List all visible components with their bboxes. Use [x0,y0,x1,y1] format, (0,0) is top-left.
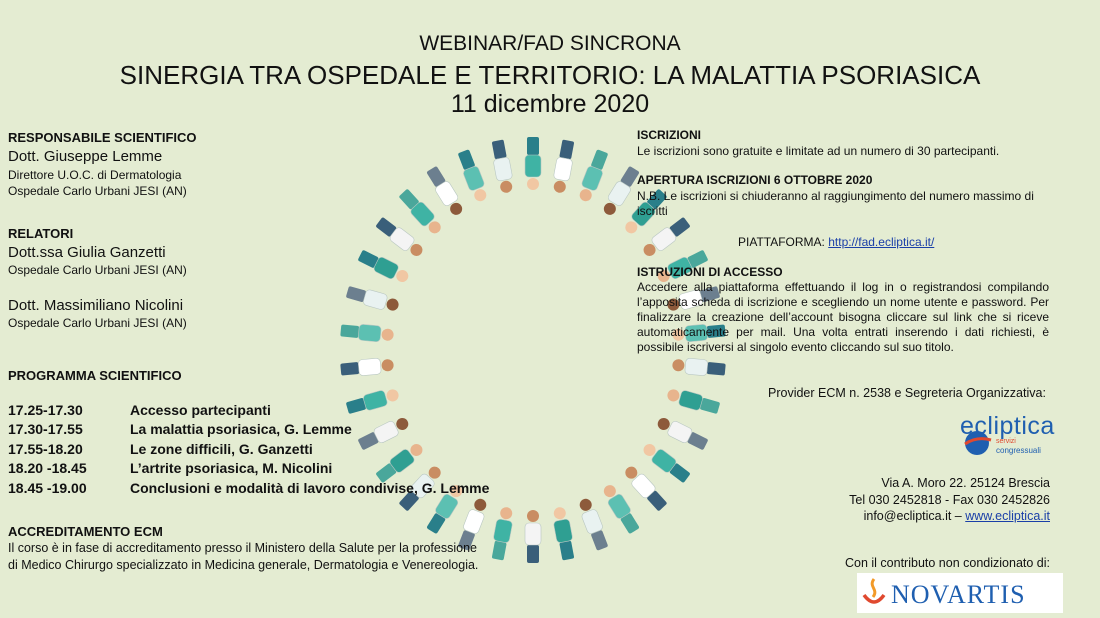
programma-label: PROGRAMMA SCIENTIFICO [8,368,182,383]
program-title: Conclusioni e modalità di lavoro condivise, G. Lemme [130,480,490,496]
page-title: SINERGIA TRA OSPEDALE E TERRITORIO: LA MALATTIA PSORIASICA [119,60,981,90]
medical-figure [357,414,412,452]
sponsor-text: Con il contributo non condizionato di: [845,556,1050,570]
apertura-text: N.B. Le iscrizioni si chiuderanno al raggiungimento del numero massimo di iscritti [637,189,1034,218]
accreditamento-text-line2: di Medico Chirurgo specializzato in Medicina generale, Dermatologia e Venereologia. [8,558,479,572]
medical-figure [551,506,576,561]
event-type: WEBINAR/FAD SINCRONA [419,32,681,55]
contact-address: Via A. Moro 22. 25124 Brescia [881,476,1050,490]
medical-figure [551,139,576,194]
novartis-logo [857,573,1063,613]
istruzioni-label: ISTRUZIONI DI ACCESSO [637,265,783,279]
program-title: Le zone difficili, G. Ganzetti [130,441,313,457]
relatore-name: Dott.ssa Giulia Ganzetti [8,244,166,261]
medical-figure [397,187,445,237]
ecliptica-logo-sub1: servizi [996,438,1016,445]
piattaforma-link[interactable]: http://fad.ecliptica.it/ [828,235,935,249]
medical-figure [621,463,669,513]
ecliptica-logo [958,410,1068,462]
piattaforma [738,235,934,250]
medical-figure [345,284,400,314]
medical-figure [672,357,726,378]
iscrizioni-text: Le iscrizioni sono gratuite e limitate ad un numero di 30 partecipanti. [637,144,1000,158]
medical-figure [340,322,394,343]
medical-figure [640,440,692,485]
accreditamento-label: ACCREDITAMENTO ECM [8,524,163,539]
medical-figure [576,496,610,551]
medical-figure [345,386,400,416]
iscrizioni-label: ISCRIZIONI [637,128,702,142]
program-row [8,480,489,496]
responsabile-name: Dott. Giuseppe Lemme [8,148,163,165]
medical-figure [374,215,426,260]
program-time: 17.25-17.30 [8,402,83,418]
responsabile-affiliation: Ospedale Carlo Urbani JESI (AN) [8,184,187,198]
contact-website-link[interactable]: www.ecliptica.it [965,509,1050,523]
medical-figure [576,148,610,203]
piattaforma-label: PIATTAFORMA: [738,235,825,249]
medical-figure [665,386,720,416]
novartis-logo-text: NOVARTIS [891,580,1026,609]
medical-figure [655,414,710,452]
medical-figure [600,165,642,218]
medical-figure [374,440,426,485]
relatori-label: RELATORI [8,226,74,241]
relatore-affiliation: Ospedale Carlo Urbani JESI (AN) [8,316,187,330]
medical-figure [357,248,412,286]
program-time: 18.20 -18.45 [8,460,87,476]
provider-text: Provider ECM n. 2538 e Segreteria Organizzativa: [768,386,1046,400]
contact-phone: Tel 030 2452818 - Fax 030 2452826 [849,493,1050,507]
novartis-flame-icon [861,577,887,609]
ecliptica-logo-sub2: congressuali [996,446,1041,455]
apertura-label: APERTURA ISCRIZIONI 6 OTTOBRE 2020 [637,173,873,187]
responsabile-role: Direttore U.O.C. di Dermatologia [8,168,182,182]
program-time: 17.55-18.20 [8,441,83,457]
medical-figure [340,357,394,378]
medical-figure [600,482,642,535]
program-title: L’artrite psoriasica, M. Nicolini [130,460,333,476]
contact-email: info@ecliptica.it – [863,509,962,523]
medical-figure [490,139,515,194]
program-time: 17.30-17.55 [8,421,83,437]
medical-figure [525,510,541,563]
program-row [8,402,271,418]
accreditamento-text-line1: Il corso è in fase di accreditamento presso il Ministero della Salute per la professione [8,541,477,555]
ecliptica-logo-text: ecliptica [960,412,1055,440]
relatore-affiliation: Ospedale Carlo Urbani JESI (AN) [8,263,187,277]
medical-figure [525,137,541,190]
program-row [8,441,313,457]
medical-figure [456,148,490,203]
program-title: La malattia psoriasica, G. Lemme [130,421,352,437]
event-date: 11 dicembre 2020 [450,90,650,118]
medical-figure [425,165,467,218]
istruzioni-text: Accedere alla piattaforma effettuando il log in o registrandosi compilando l’apposita scheda di iscrizione e scegliendo un nome utente e password. Per finalizzare la creazione dell’account bisogna cliccare sul link che si riceve automaticamente per mail. Una volta entrati inserendo i dati richiesti, è possibile iscriversi al singolo evento cliccando sul suo titolo. [637,280,1049,354]
program-title: Accesso partecipanti [130,402,271,418]
program-row [8,460,332,476]
responsabile-label: RESPONSABILE SCIENTIFICO [8,130,197,145]
medical-figure [490,506,515,561]
medical-figure [640,215,692,260]
relatore-name: Dott. Massimiliano Nicolini [8,297,184,314]
program-row [8,421,352,437]
program-time: 18.45 -19.00 [8,480,87,496]
contact-email-web [864,509,1050,523]
